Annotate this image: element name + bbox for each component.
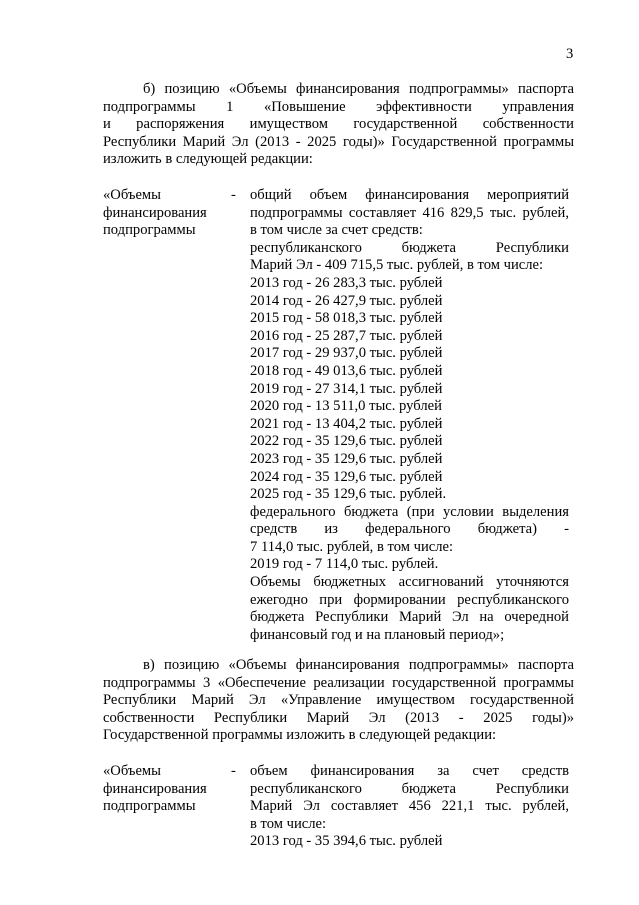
content-line: федерального бюджета (при условии выделения (250, 503, 569, 520)
content-line: финансовый год и на плановый период»; (250, 626, 505, 643)
content-line: 2025 год - 35 129,6 тыс. рублей. (250, 486, 447, 503)
paragraph-line: подпрограммы 1 «Повышение эффективности управления (103, 98, 574, 115)
content-line: республиканского бюджета Республики (250, 239, 569, 256)
content-line: подпрограммы составляет 416 829,5 тыс. рублей, (250, 204, 569, 221)
content-line: 2013 год - 35 394,6 тыс. рублей (250, 833, 443, 850)
content-line: 2022 год - 35 129,6 тыс. рублей (250, 433, 443, 450)
paragraph-line: Республики Марий Эл (2013 - 2025 годы)» Государственной программы (103, 133, 574, 150)
label-line: «Объемы (103, 763, 161, 779)
paragraph-line: изложить в следующей редакции: (103, 151, 313, 168)
label-line: финансирования (103, 780, 207, 797)
content-line: 2021 год - 13 404,2 тыс. рублей (250, 415, 443, 432)
content-line: Объемы бюджетных ассигнований уточняются (250, 574, 569, 591)
content-line: 2019 год - 27 314,1 тыс. рублей (250, 380, 443, 397)
block2-label (103, 763, 228, 816)
paragraph-v (103, 657, 574, 745)
content-line: 2014 год - 26 427,9 тыс. рублей (250, 292, 443, 309)
block1-content (250, 187, 569, 644)
content-line: общий объем финансирования мероприятий (250, 187, 569, 203)
block1-label (103, 187, 228, 240)
paragraph-b (103, 81, 574, 169)
content-line: 2013 год - 26 283,3 тыс. рублей (250, 274, 443, 291)
content-line: 2023 год - 35 129,6 тыс. рублей (250, 450, 443, 467)
label-line: подпрограммы (103, 798, 196, 815)
label-line: финансирования (103, 204, 207, 221)
content-line: 2019 год - 7 114,0 тыс. рублей. (250, 556, 439, 573)
block2-content (250, 763, 569, 851)
paragraph-line: собственности Республики Марий Эл (2013 - 2025 годы)» (103, 709, 574, 726)
paragraph-line: и распоряжения имуществом государственной собственности (103, 116, 574, 133)
page-number: 3 (566, 46, 574, 62)
paragraph-line: б) позицию «Объемы финансирования подпрограммы» паспорта (143, 81, 574, 97)
content-line: 2020 год - 13 511,0 тыс. рублей (250, 398, 442, 415)
content-line: 2024 год - 35 129,6 тыс. рублей (250, 468, 443, 485)
content-line: бюджета Республики Марий Эл на очередной (250, 609, 569, 626)
content-line: в том числе за счет средств: (250, 222, 423, 239)
content-line: 2016 год - 25 287,7 тыс. рублей (250, 327, 443, 344)
content-line: 2017 год - 29 937,0 тыс. рублей (250, 345, 443, 362)
content-line: Марий Эл составляет 456 221,1 тыс. рублей, (250, 798, 569, 815)
content-line: ежегодно при формировании республиканского (250, 591, 569, 608)
paragraph-line: Государственной программы изложить в следующей редакции: (103, 727, 497, 744)
content-line: 2018 год - 49 013,6 тыс. рублей (250, 362, 443, 379)
block1-dash: - (231, 187, 236, 203)
content-line: республиканского бюджета Республики (250, 780, 569, 797)
paragraph-line: в) позицию «Объемы финансирования подпрограммы» паспорта (143, 657, 574, 673)
block2-dash: - (231, 763, 236, 779)
content-line: объем финансирования за счет средств (250, 763, 569, 779)
content-line: Марий Эл - 409 715,5 тыс. рублей, в том числе: (250, 257, 544, 274)
paragraph-line: Республики Марий Эл «Управление имуществом государственной (103, 692, 574, 709)
label-line: подпрограммы (103, 222, 196, 239)
content-line: 2015 год - 58 018,3 тыс. рублей (250, 310, 443, 327)
content-line: в том числе: (250, 815, 327, 832)
paragraph-line: подпрограммы 3 «Обеспечение реализации государственной программы (103, 674, 574, 691)
content-line: средств из федерального бюджета) - (250, 521, 569, 538)
label-line: «Объемы (103, 187, 161, 203)
content-line: 7 114,0 тыс. рублей, в том числе: (250, 538, 454, 555)
